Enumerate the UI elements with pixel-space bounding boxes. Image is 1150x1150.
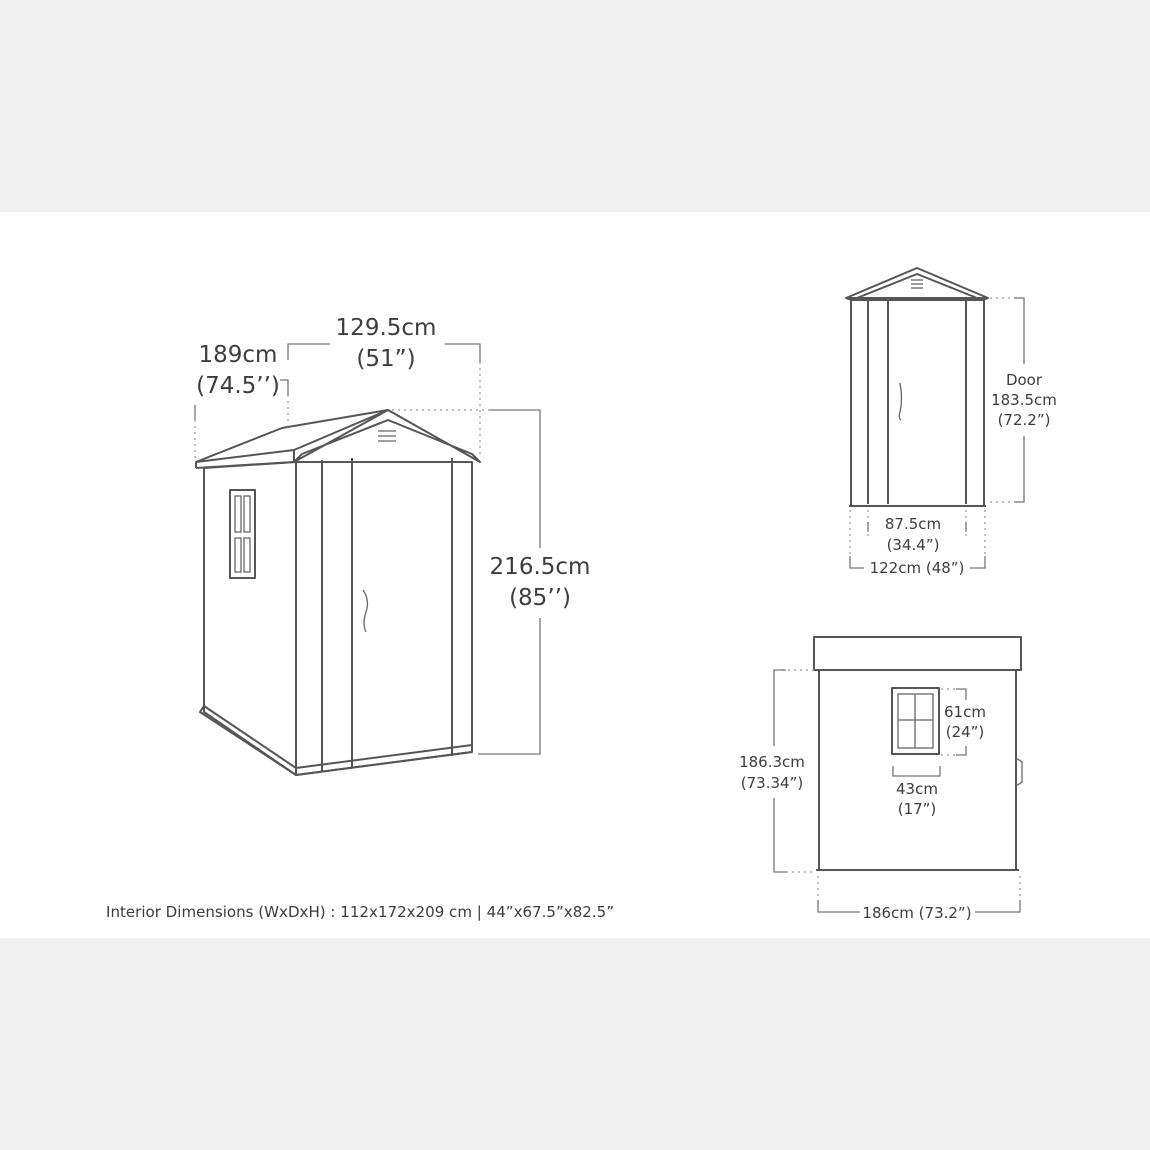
height-metric: 216.5cm [489, 554, 591, 580]
door-label: Door [1005, 371, 1043, 389]
side-height-imperial: (73.34”) [740, 774, 804, 792]
side-height-metric: 186.3cm [739, 753, 805, 771]
door-width-imperial: (34.4”) [886, 536, 940, 554]
depth-metric: 189cm [198, 342, 278, 368]
window-height-imperial: (24”) [945, 723, 985, 741]
window-width-metric: 43cm [896, 780, 938, 798]
window-height-metric: 61cm [944, 703, 986, 721]
side-total-width: 186cm (73.2”) [862, 904, 972, 922]
door-height-imperial: (72.2”) [997, 411, 1051, 429]
door-height-metric: 183.5cm [991, 391, 1057, 409]
depth-imperial: (74.5’’) [196, 373, 280, 399]
front-total-width: 122cm (48”) [869, 559, 965, 577]
width-imperial: (51”) [356, 346, 416, 372]
interior-dimensions-caption: Interior Dimensions (WxDxH) : 112x172x209 cm | 44”x67.5”x82.5” [106, 903, 614, 921]
window-width-imperial: (17”) [897, 800, 937, 818]
width-metric: 129.5cm [335, 315, 437, 341]
perspective-shed-drawing [195, 344, 540, 775]
door-width-metric: 87.5cm [884, 515, 942, 533]
side-view-drawing [774, 637, 1022, 912]
height-imperial: (85’’) [509, 585, 571, 611]
